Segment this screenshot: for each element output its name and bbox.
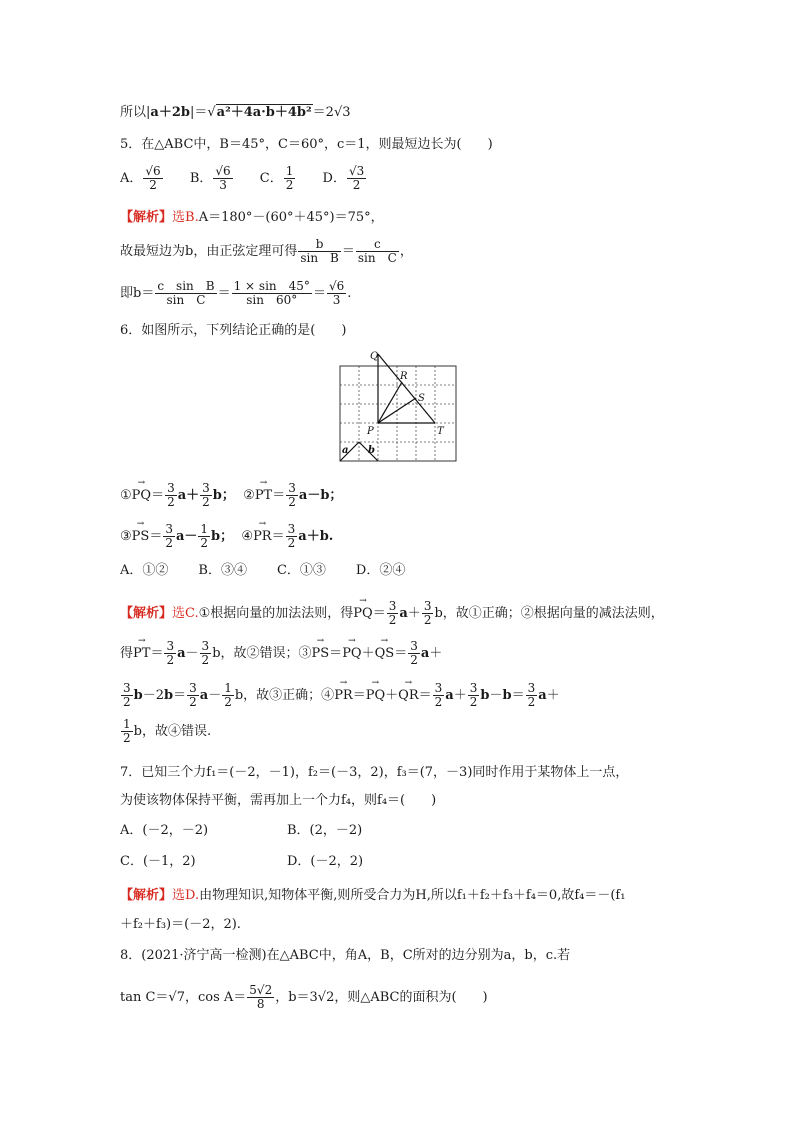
q5-options: A． $\frac{√6}{2}$ B． $\frac{√6}{3}$ C． $\frac{1}{2}$ D． $\frac{√3}{2}$ (120, 164, 365, 192)
sol5-line3: 即b＝ $\frac{\text{c sin B}}{\text{sin C}}$ ＝ $\frac{1 \times \sin 45^\circ}{\sin 60^\circ}$ ＝ $\frac{√6}{3}$ . (120, 279, 352, 307)
q6-stem: 6．如图所示，下列结论正确的是( ) (120, 323, 347, 338)
sol6-line2: 得→ PT＝ $\frac{3}{2}$ a－ $\frac{3}{2}$ b，故②错误；③→ PS＝→ PQ＋→ QS＝ $\frac{3}{2}$ a＋ (120, 640, 442, 667)
q8-stem-2: tan C＝√7，cos A＝ $\frac{5√2}{8}$ ，b＝3√2，则△ABC的面积为( ) (120, 983, 488, 1011)
q6-statements-1: ①→ PQ＝ $\frac{3}{2}$ a＋ $\frac{3}{2}$ b； ②→ PT＝ $\frac{3}{2}$ a－b； (120, 482, 342, 509)
label-Q: Q (370, 351, 379, 362)
sol5-line2: 故最短边为b，由正弦定理可得 $\frac{b}{\text{sin B}}$ ＝ $\frac{c}{\text{sin C}}$ ， (120, 237, 413, 265)
q6-statements-2: ③→ PS＝ $\frac{3}{2}$ a－ $\frac{1}{2}$ b； ④→ PR＝ $\frac{3}{2}$ a＋b. (120, 523, 333, 550)
vector-grid-figure (338, 350, 460, 470)
q7-stem-2: 为使该物体保持平衡，需再加上一个力f₄，则f₄＝( ) (120, 793, 437, 808)
result-line: 所以|a＋2b|＝√a²＋4a·b＋4b²＝2√3 (120, 105, 351, 120)
label-a: a (342, 445, 349, 456)
sol6-line3: $\frac{3}{2}$ b－2b＝ $\frac{3}{2}$ a－ $\frac{1}{2}$ b，故③正确；④→ PR＝→ PQ＋→ QR＝ $\frac{3}{2}$ a＋ $\frac{3}{2}$ b－b＝ $\frac{3}{2}$ a＋ (120, 682, 560, 709)
label-S: S (418, 393, 425, 404)
q7-stem-1: 7．已知三个力f₁＝(－2，－1)，f₂＝(－3，2)，f₃＝(7，－3)同时作用于某物体上一点， (120, 765, 629, 780)
q7-options-1: A．(－2，－2) (120, 823, 209, 838)
label-P: P (367, 426, 374, 437)
q6-options: A．①② B．③④ C．①③ D．②④ (120, 563, 406, 578)
label-R: R (400, 371, 408, 382)
sol6-line1: 【解析】选C.①根据向量的加法法则，得→ PQ＝ $\frac{3}{2}$ a＋ $\frac{3}{2}$ b，故①正确；②根据向量的减法法则， (120, 600, 664, 627)
q5-stem: 5．在△ABC中，B＝45°，C＝60°，c＝1，则最短边长为( ) (120, 137, 493, 152)
q7-option-d: D．(－2，2) (287, 854, 364, 869)
sol6-line4: $\frac{1}{2}$ b，故④错误. (123, 717, 212, 745)
grid-lines (340, 366, 456, 461)
q8-stem-1: 8．(2021·济宁高一检测)在△ABC中，角A，B，C所对的边分别为a，b，c.若 (120, 948, 571, 963)
label-b: b (368, 445, 375, 456)
sol7-line2: ＋f₂＋f₃)＝(－2，2). (120, 917, 241, 932)
solution-tag: 【解析】 (120, 210, 173, 225)
label-T: T (437, 426, 444, 437)
triangle-lines (340, 354, 435, 461)
q7-option-c: C．(－1，2) (120, 854, 196, 869)
grid-border (340, 366, 456, 461)
sol5-line1: 【解析】选B.A＝180°－(60°＋45°)＝75°， (120, 210, 384, 225)
q7-option-b: B．(2，－2) (287, 823, 363, 838)
sol7-line1: 【解析】选D.由物理知识,知物体平衡,则所受合力为H,所以f₁＋f₂＋f₃＋f₄＝0,故f₄＝－(f₁ (120, 888, 626, 903)
